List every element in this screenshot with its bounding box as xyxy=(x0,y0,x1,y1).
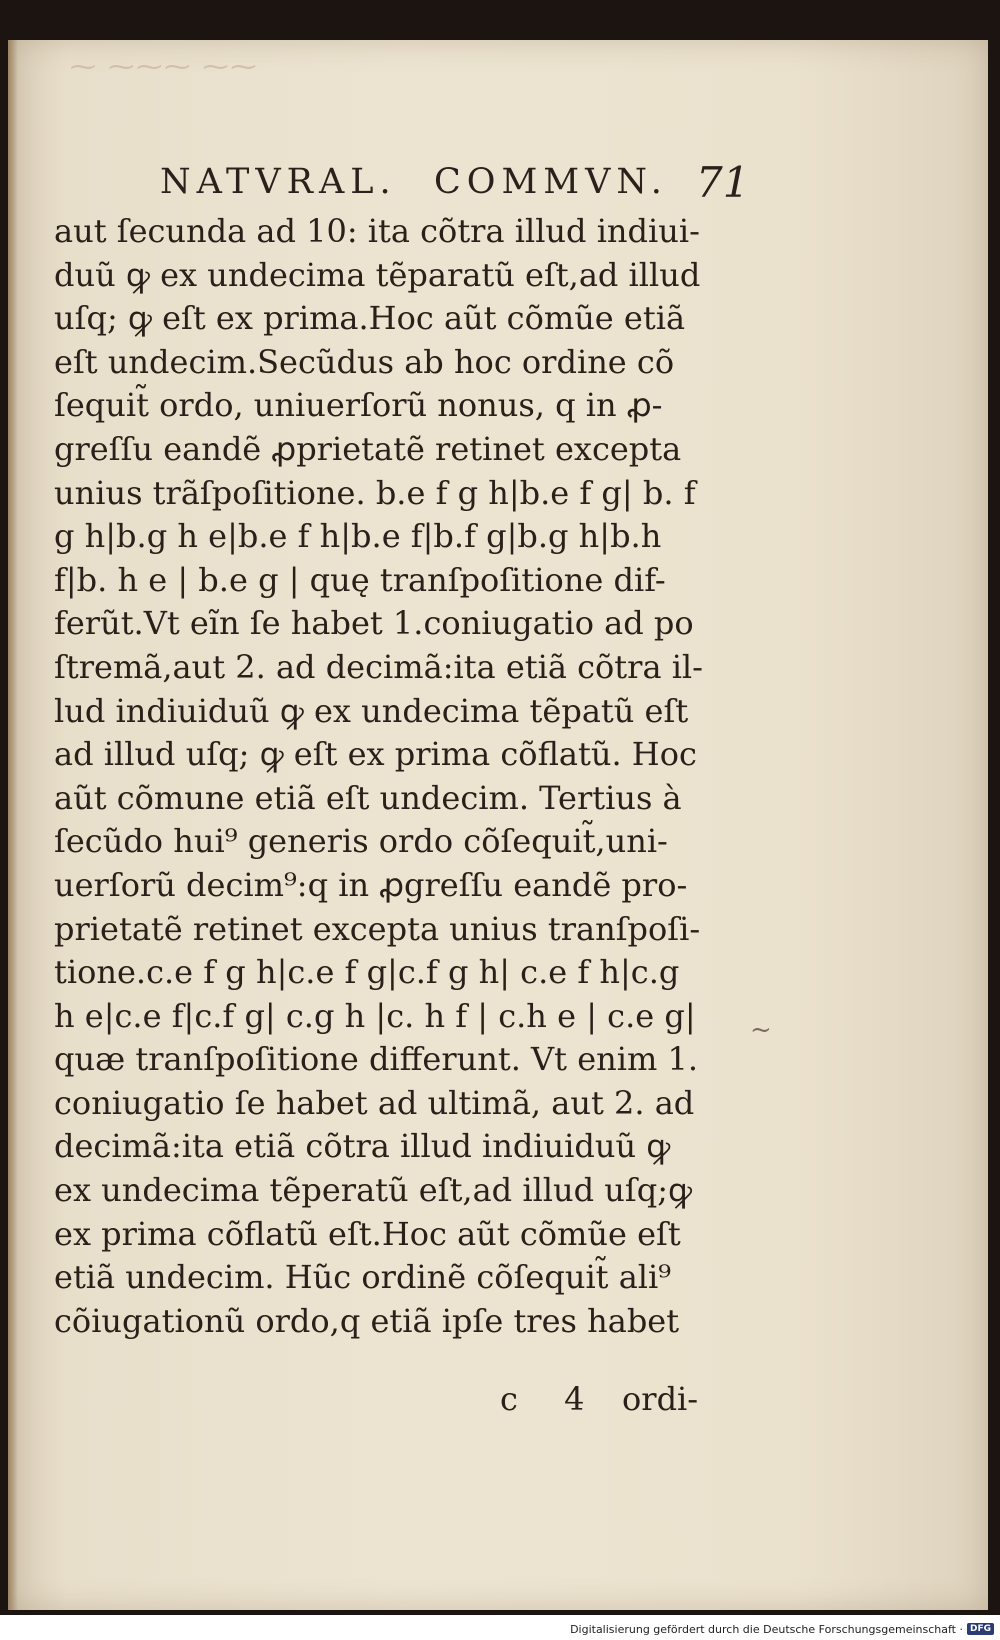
text-line: coniugatio ſe habet ad ultimã, aut 2. ad xyxy=(54,1083,695,1122)
text-line: ex prima cõflatũ eſt.Hoc aũt cõmũe eſt xyxy=(54,1214,681,1253)
text-line: h e|c.e f|c.f g| c.g h |c. h f | c.h e | c.e g| xyxy=(54,996,696,1035)
text-line: aut ſecunda ad 10: ita cõtra illud indiui- xyxy=(54,212,700,250)
text-line: greſſu eandẽ ꝓprietatẽ retinet excepta xyxy=(54,429,682,468)
dfg-logo-icon: DFG xyxy=(967,1623,994,1635)
text-line: ferũt.Vt eĩn ſe habet 1.coniugatio ad po xyxy=(54,604,694,643)
text-line: ad illud uſq; ꝙ eſt ex prima cõflatũ. Hoc xyxy=(54,735,697,774)
running-head-left: NATVRAL. xyxy=(160,162,397,202)
running-head xyxy=(8,158,988,212)
signature-mark: c 4 xyxy=(500,1380,603,1418)
text-line: prietatẽ retinet excepta unius tranſpoſi- xyxy=(54,909,701,948)
text-line: unius trãſpoſitione. b.e f g h|b.e f g| b. f xyxy=(54,473,696,512)
ink-smudge: ⁓ ⁓⁓⁓ ⁓⁓ xyxy=(70,52,259,82)
book-page xyxy=(8,40,988,1610)
text-line: ſecũdo hui⁹ generis ordo cõſequit̃,uni- xyxy=(54,822,668,861)
digitization-credit xyxy=(570,1621,994,1637)
text-line: lud indiuiduũ ꝙ ex undecima tẽpatũ eſt xyxy=(54,691,689,730)
text-line: ex undecima tẽperatũ eſt,ad illud uſq;ꝙ xyxy=(54,1171,693,1210)
text-line: tione.c.e f g h|c.e f g|c.f g h| c.e f h|c.g xyxy=(54,953,680,992)
page-footer xyxy=(8,1380,988,1430)
page-number: 71 xyxy=(696,158,750,207)
credit-text: Digitalisierung gefördert durch die Deutsche Forschungsgemeinschaft · xyxy=(570,1622,963,1636)
text-line: cõiugationũ ordo,q etiã ipſe tres habet xyxy=(54,1301,680,1340)
text-line: uſq; ꝙ eſt ex prima.Hoc aũt cõmũe etiã xyxy=(54,299,686,338)
text-line: aũt cõmune etiã eſt undecim. Tertius à xyxy=(54,778,682,817)
text-line: quæ tranſpoſitione differunt. Vt enim 1. xyxy=(54,1040,699,1079)
text-line: g h|b.g h e|b.e f h|b.e f|b.f g|b.g h|b.h xyxy=(54,517,662,556)
text-line: etiã undecim. Hũc ordinẽ cõſequit̃ ali⁹ xyxy=(54,1258,672,1297)
running-head-middle: COMMVN. xyxy=(434,162,668,202)
text-line: uerſorũ decim⁹:q in ꝓgreſſu eandẽ pro- xyxy=(54,865,688,904)
body-text xyxy=(54,210,774,1343)
text-line: ſequit̃ ordo, uniuerſorũ nonus, q in ꝓ- xyxy=(54,386,663,425)
text-line: decimã:ita etiã cõtra illud indiuiduũ ꝙ xyxy=(54,1127,671,1166)
text-line: ſtremã,aut 2. ad decimã:ita etiã cõtra il- xyxy=(54,647,703,686)
margin-mark: ~ xyxy=(750,1015,772,1045)
catchword: ordi- xyxy=(622,1380,699,1418)
page-edge-shadow xyxy=(8,40,18,1610)
text-line: duũ ꝙ ex undecima tẽparatũ eſt,ad illud xyxy=(54,255,701,294)
text-line: eſt undecim.Secũdus ab hoc ordine cõ xyxy=(54,342,675,381)
text-line: f|b. h e | b.e g | quę tranſpoſitione dif- xyxy=(54,560,666,599)
